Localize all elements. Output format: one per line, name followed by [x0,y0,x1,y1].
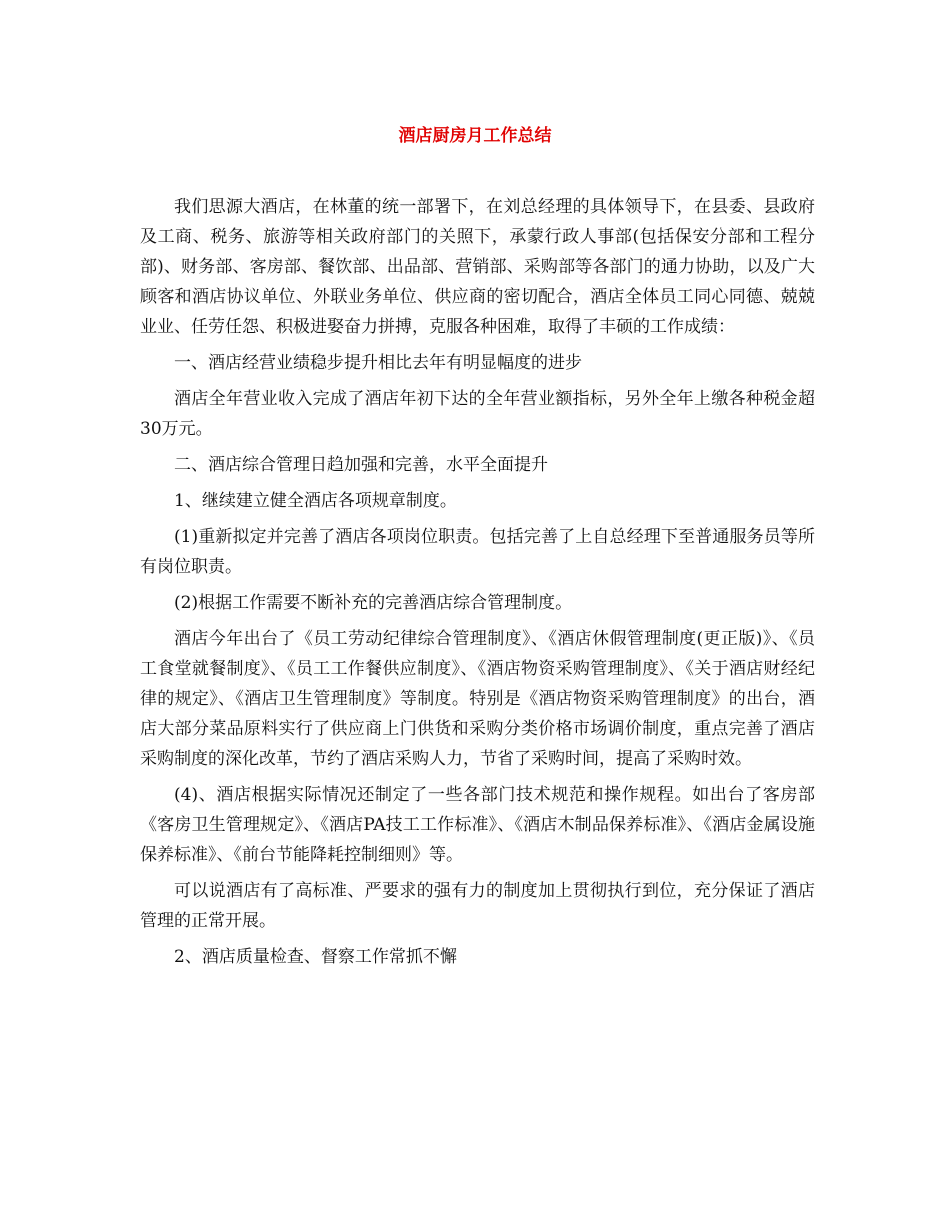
paragraph-revenue: 酒店全年营业收入完成了酒店年初下达的全年营业额指标，另外全年上缴各种税金超30万元。 [140,389,815,439]
paragraph-summary: 可以说酒店有了高标准、严要求的强有力的制度加上贯彻执行到位，充分保证了酒店管理的正常开展。 [140,881,815,931]
heading-section-2: 二、酒店综合管理日趋加强和完善，水平全面提升 [174,455,548,475]
paragraph-item-1: (1)重新拟定并完善了酒店各项岗位职责。包括完善了上自总经理下至普通服务员等所有岗位职责。 [140,527,815,577]
heading-section-1: 一、酒店经营业绩稳步提升相比去年有明显幅度的进步 [174,353,582,373]
paragraph-item-4: (4)、酒店根据实际情况还制定了一些各部门技术规范和操作规程。如出台了客房部《客房卫生管理规定》、《酒店PA技工工作标准》、《酒店木制品保养标准》、《酒店金属设施保养标准》、《前台节能降耗控制细则》等。 [140,785,815,865]
paragraph-regulations: 酒店今年出台了《员工劳动纪律综合管理制度》、《酒店休假管理制度(更正版)》、《员工食堂就餐制度》、《员工工作餐供应制度》、《酒店物资采购管理制度》、《关于酒店财经纪律的规定》、《酒店卫生管理制度》等制度。特别是《酒店物资采购管理制度》的出台，酒店大部分菜品原料实行了供应商上门供货和采购分类价格市场调价制度，重点完善了酒店采购制度的深化改革，节约了酒店采购人力，节省了采购时间，提高了采购时效。 [140,629,815,769]
paragraph-item-2: (2)根据工作需要不断补充的完善酒店综合管理制度。 [174,593,573,613]
paragraph-intro: 我们思源大酒店，在林董的统一部署下，在刘总经理的具体领导下，在县委、县政府及工商、税务、旅游等相关政府部门的关照下，承蒙行政人事部(包括保安分部和工程分部)、财务部、客房部、餐饮部、出品部、营销部、采购部等各部门的通力协助，以及广大顾客和酒店协议单位、外联业务单位、供应商的密切配合，酒店全体员工同心同德、兢兢业业、任劳任怨、积极进娶奋力拼搏，克服各种困难，取得了丰硕的工作成绩： [140,197,815,337]
subheading-rules: 1、继续建立健全酒店各项规章制度。 [174,491,457,511]
subheading-inspection: 2、酒店质量检查、督察工作常抓不懈 [174,947,457,967]
document-title: 酒店厨房月工作总结 [398,126,552,146]
document-body [140,192,815,978]
